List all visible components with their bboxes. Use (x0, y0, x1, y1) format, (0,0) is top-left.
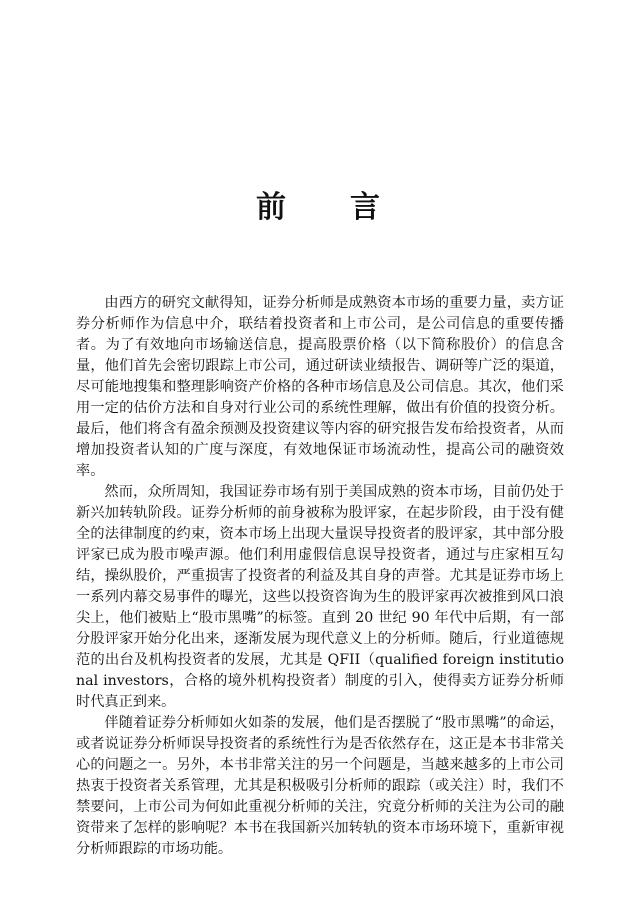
title-char-2: 言 (350, 190, 382, 225)
page-title (0, 182, 638, 226)
preface-body (76, 293, 564, 860)
paragraph-3: 伴随着证券分析师如火如荼的发展，他们是否摆脱了“股市黑嘴”的命运，或者说证券分析师误导投资者的系统性行为是否依然存在，这正是本书非常关心的问题之一。另外，本书非常关注的另一个问题是，当越来越多的上市公司热衷于投资者关系管理，尤其是积极吸引分析师的跟踪（或关注）时，我们不禁要问，上市公司为何如此重视分析师的关注，究竟分析师的关注为公司的融资带来了怎样的影响呢？本书在我国新兴加转轨的资本市场环境下，重新审视分析师跟踪的市场功能。 (76, 715, 564, 857)
paragraph-1: 由西方的研究文献得知，证券分析师是成熟资本市场的重要力量，卖方证券分析师作为信息中介，联结着投资者和上市公司，是公司信息的重要传播者。为了有效地向市场输送信息，提高股票价格（以下简称股价）的信息含量，他们首先会密切跟踪上市公司，通过研读业绩报告、调研等广泛的渠道，尽可能地搜集和整理影响资产价格的各种市场信息及公司信息。其次，他们采用一定的估价方法和自身对行业公司的系统性理解，做出有价值的投资分析。最后，他们将含有盈余预测及投资建议等内容的研究报告发布给投资者，从而增加投资者认知的广度与深度，有效地保证市场流动性，提高公司的融资效率。 (76, 295, 564, 479)
title-char-1: 前 (256, 190, 288, 225)
paragraph-2: 然而，众所周知，我国证券市场有别于美国成熟的资本市场，目前仍处于新兴加转轨阶段。证券分析师的前身被称为股评家，在起步阶段，由于没有健全的法律制度的约束，资本市场上出现大量误导投资者的股评家，其中部分股评家已成为股市噪声源。他们利用虚假信息误导投资者，通过与庄家相互勾结，操纵股价，严重损害了投资者的利益及其自身的声誉。尤其是证券市场上一系列内幕交易事件的曝光，这些以投资咨询为生的股评家再次被推到风口浪尖上，他们被贴上“股市黑嘴”的标签。直到 20 世纪 90 年代中后期，有一部分股评家开始分化出来，逐渐发展为现代意义上的分析师。随后，行业道德规范的出台及机构投资者的发展，尤其是 QFII（qualified foreign institutional investors，合格的境外机构投资者）制度的引入，使得卖方证券分析师时代真正到来。 (76, 484, 564, 710)
